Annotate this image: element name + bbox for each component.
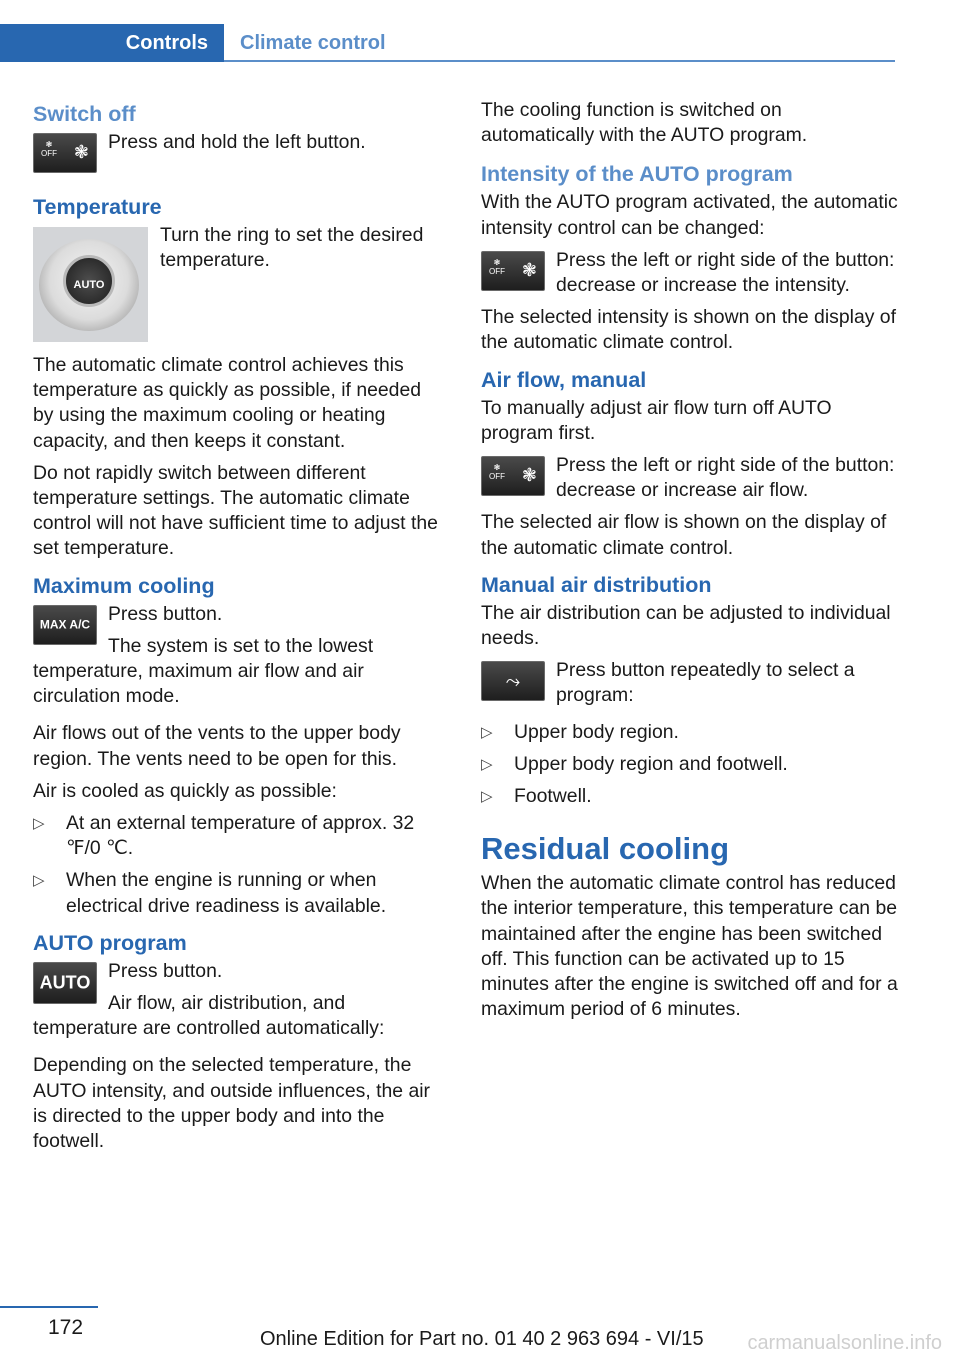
edition-footer: Online Edition for Part no. 01 40 2 963 694 - VI/15 [260, 1328, 704, 1350]
temperature-text: Turn the ring to set the desired temperature. [160, 224, 424, 272]
triangle-marker-icon: ▷ [33, 872, 45, 890]
right-column [481, 98, 899, 1029]
fan-icon: ❃ [73, 142, 89, 162]
cooling-intro: The cooling function is switched on automatically with the AUTO program. [481, 99, 808, 147]
list-item: ▷ Upper body region and footwell. [481, 752, 899, 777]
list-item: ▷ At an external temperature of approx. 32 ℉/0 ℃. [33, 812, 415, 860]
intensity-btn-text: Press the left or right side of the button: decrease or increase the intensity. [556, 248, 895, 297]
air-flow-p1: To manually adjust air flow turn off AUTO program first. [481, 396, 832, 444]
temperature-p1: The automatic climate control achieves this temperature as quickly as possible, if needed by using the maximum cooling or heating capacity, and then keeps it constant. [33, 354, 422, 452]
fan-icon: ❃ [521, 259, 537, 280]
list-item: ▷ Footwell. [481, 784, 899, 809]
auto-center-button-icon: AUTO [63, 255, 115, 307]
distribution-btn-text: Press button repeatedly to select a program: [556, 659, 855, 707]
heading-auto-program: AUTO program [33, 930, 187, 955]
max-cooling-p1: Air flows out of the vents to the upper body region. The vents need to be open for this. [33, 722, 401, 770]
intensity-p2: The selected intensity is shown on the display of the automatic climate control. [481, 306, 896, 354]
air-flow-fan-button-image [481, 456, 545, 496]
max-cooling-press: Press button. [108, 602, 223, 625]
page-number: 172 [48, 1316, 84, 1339]
heading-distribution: Manual air distribution [481, 572, 712, 597]
fan-small-icon: ❃ OFF [489, 463, 505, 482]
max-cooling-text: The system is set to the lowest temperature, maximum air flow and air circulation mode. [33, 634, 374, 708]
intensity-fan-button-image [481, 251, 545, 291]
air-flow-p2: The selected air flow is shown on the display of the automatic climate control. [481, 511, 887, 559]
page-header [0, 24, 895, 62]
auto-p1: Depending on the selected temperature, the AUTO intensity, and outside influences, the air is directed to the upper body and into the footwell. [33, 1054, 431, 1153]
residual-p1: When the automatic climate control has reduced the interior temperature, this temperature can be maintained after the engine has been switched off. This function can be activated up to 15 minutes after the engine is switched off and for a maximum period of 6 minutes. [481, 872, 898, 1021]
distribution-list [481, 720, 899, 810]
off-fan-button-image [33, 133, 97, 173]
triangle-marker-icon: ▷ [481, 755, 493, 773]
heading-air-flow: Air flow, manual [481, 367, 647, 392]
heading-max-cooling: Maximum cooling [33, 573, 215, 598]
max-cooling-p2: Air is cooled as quickly as possible: [33, 779, 337, 802]
page-number-rule [0, 1306, 98, 1308]
header-rule [224, 60, 895, 62]
intensity-p1: With the AUTO program activated, the automatic intensity control can be changed: [481, 191, 898, 239]
list-item: ▷ Upper body region. [481, 720, 899, 745]
max-cooling-list [33, 811, 443, 919]
left-column [33, 98, 443, 1161]
triangle-marker-icon: ▷ [33, 815, 45, 833]
heading-switch-off: Switch off [33, 102, 136, 126]
heading-residual-cooling: Residual cooling [481, 831, 730, 867]
triangle-marker-icon: ▷ [481, 788, 493, 806]
watermark: carmanualsonline.info [747, 1332, 942, 1354]
triangle-marker-icon: ▷ [481, 723, 493, 741]
switch-off-text: Press and hold the left button. [108, 131, 366, 153]
auto-button-image [33, 962, 97, 1004]
air-flow-btn-text: Press the left or right side of the button: decrease or increase air flow. [556, 454, 895, 502]
temperature-p2: Do not rapidly switch between different temperature settings. The automatic climate control will not have sufficient time to adjust the set temperature. [33, 461, 438, 560]
auto-press: Press button. [108, 959, 223, 982]
max-ac-button-image [33, 605, 97, 645]
seat-airflow-icon: ⤳ [505, 671, 521, 692]
list-item: ▷ When the engine is running or when electrical drive readiness is available. [33, 869, 387, 917]
auto-text: Air flow, air distribution, and temperature are controlled automatically: [33, 992, 385, 1040]
chapter-tab[interactable] [0, 24, 224, 62]
chapter-label: Controls [125, 31, 208, 54]
air-distribution-button-image [481, 661, 545, 701]
distribution-p1: The air distribution can be adjusted to individual needs. [481, 601, 891, 650]
fan-icon: ❃ [521, 465, 537, 486]
auto-label: AUTO [39, 972, 91, 993]
heading-temperature: Temperature [33, 195, 162, 219]
fan-small-icon: ❃ OFF [489, 257, 505, 276]
section-tab[interactable]: Climate control [240, 32, 386, 54]
temperature-ring-image [33, 227, 148, 342]
heading-intensity: Intensity of the AUTO program [481, 162, 793, 187]
max-ac-label: MAX A/C [39, 617, 91, 632]
fan-small-icon: ❃ OFF [41, 140, 57, 158]
